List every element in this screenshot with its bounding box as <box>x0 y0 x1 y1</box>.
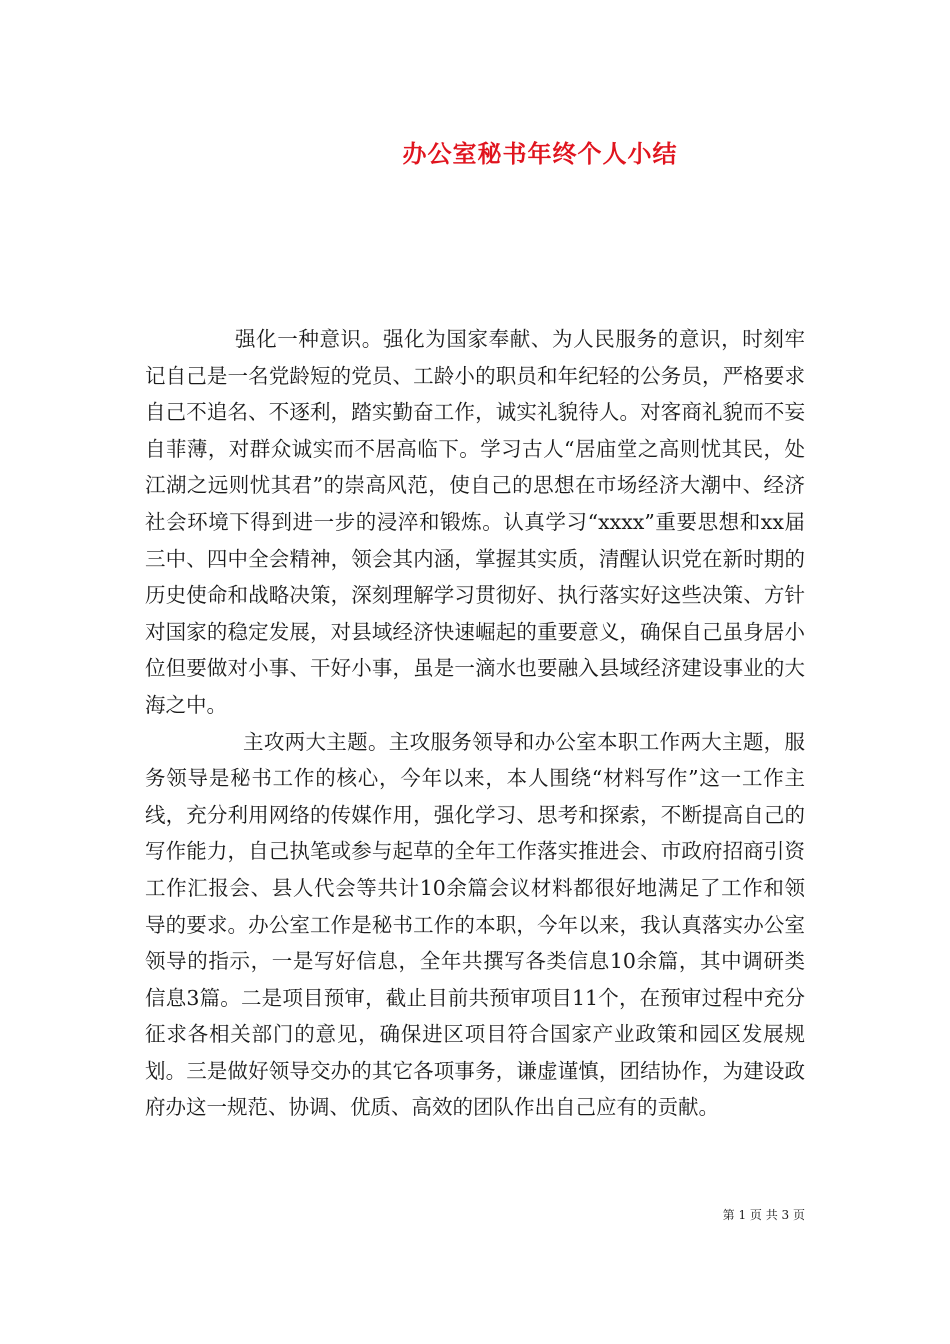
document-title: 办公室秘书年终个人小结 <box>402 139 678 168</box>
paragraph-two-themes: 主攻两大主题。主攻服务领导和办公室本职工作两大主题，服务领导是秘书工作的核心，今年以来，本人围绕“材料写作”这一工作主线，充分利用网络的传媒作用，强化学习、思考和探索，不断提高自己的写作能力，自己执笔或参与起草的全年工作落实推进会、市政府招商引资工作汇报会、县人代会等共计10余篇会议材料都很好地满足了工作和领导的要求。办公室工作是秘书工作的本职，今年以来，我认真落实办公室领导的指示，一是写好信息，全年共撰写各类信息10余篇，其中调研类信息3篇。二是项目预审，截止目前共预审项目11个，在预审过程中充分征求各相关部门的意见，确保进区项目符合国家产业政策和园区发展规划。三是做好领导交办的其它各项事务，谦虚谨慎，团结协作，为建设政府办这一规范、协调、优质、高效的团队作出自己应有的贡献。 <box>145 729 805 1120</box>
page-number-footer: 第 1 页 共 3 页 <box>722 1208 805 1222</box>
document-body <box>145 321 805 1126</box>
paragraph-awareness: 强化一种意识。强化为国家奉献、为人民服务的意识，时刻牢记自己是一名党龄短的党员、工龄小的职员和年纪轻的公务员，严格要求自己不追名、不逐利，踏实勤奋工作，诚实礼貌待人。对客商礼貌而不妄自菲薄，对群众诚实而不居高临下。学习古人“居庙堂之高则忧其民，处江湖之远则忧其君”的崇高风范，使自己的思想在市场经济大潮中、经济社会环境下得到进一步的浸淬和锻炼。认真学习“xxxx”重要思想和xx届三中、四中全会精神，领会其内涵，掌握其实质，清醒认识党在新时期的历史使命和战略决策，深刻理解学习贯彻好、执行落实好这些决策、方针对国家的稳定发展，对县域经济快速崛起的重要意义，确保自己虽身居小位但要做对小事、干好小事，虽是一滴水也要融入县域经济建设事业的大海之中。 <box>145 327 805 717</box>
